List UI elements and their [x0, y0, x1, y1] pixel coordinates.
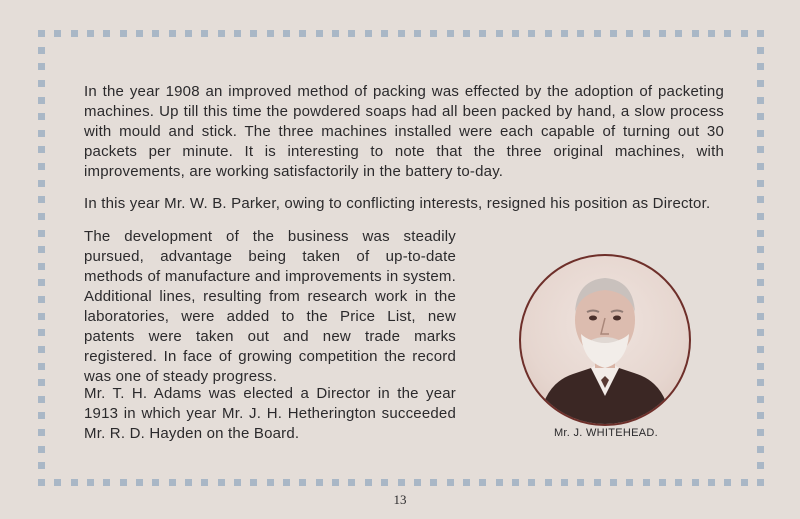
- border-square: [430, 479, 437, 486]
- paragraph-business-development: The development of the business was steadily pursued, advantage being taken of up-to-date methods of manufacture and improvements in system. Additional lines, resulting from research work in the laboratories, were added to the Price List, new patents were taken out and new trade marks registered. In face of growing competition the record was one of steady progress.: [84, 228, 456, 385]
- border-square: [38, 329, 45, 336]
- border-square: [38, 429, 45, 436]
- border-square: [103, 479, 110, 486]
- border-square: [152, 479, 159, 486]
- border-square: [38, 196, 45, 203]
- border-square: [234, 30, 241, 37]
- portrait-illustration: [521, 256, 689, 424]
- border-square: [512, 30, 519, 37]
- border-square: [185, 30, 192, 37]
- portrait-photo: [519, 254, 691, 426]
- border-square: [757, 379, 764, 386]
- border-square: [38, 163, 45, 170]
- border-square: [136, 30, 143, 37]
- border-square: [267, 479, 274, 486]
- border-square: [38, 97, 45, 104]
- border-square: [120, 479, 127, 486]
- page-number: 13: [393, 492, 407, 507]
- border-square: [757, 329, 764, 336]
- border-square: [283, 479, 290, 486]
- border-square: [610, 479, 617, 486]
- border-square: [757, 246, 764, 253]
- border-square: [659, 479, 666, 486]
- border-square: [316, 479, 323, 486]
- border-square: [365, 30, 372, 37]
- paragraph-parker-resigned: In this year Mr. W. B. Parker, owing to conflicting interests, resigned his position as Director.: [84, 195, 711, 212]
- border-square: [38, 346, 45, 353]
- border-square: [38, 279, 45, 286]
- border-square: [38, 313, 45, 320]
- border-square: [38, 246, 45, 253]
- border-square: [38, 479, 45, 486]
- border-square: [724, 30, 731, 37]
- border-square: [757, 63, 764, 70]
- border-square: [234, 479, 241, 486]
- border-square: [201, 479, 208, 486]
- border-square: [757, 163, 764, 170]
- border-square: [757, 80, 764, 87]
- border-square: [496, 479, 503, 486]
- border-square: [463, 30, 470, 37]
- border-square: [201, 30, 208, 37]
- border-square: [87, 30, 94, 37]
- border-square: [757, 97, 764, 104]
- border-square: [185, 479, 192, 486]
- border-square: [250, 479, 257, 486]
- border-square: [757, 396, 764, 403]
- border-square: [692, 479, 699, 486]
- border-square: [38, 130, 45, 137]
- border-square: [38, 80, 45, 87]
- border-square: [381, 479, 388, 486]
- border-square: [463, 479, 470, 486]
- border-square: [38, 296, 45, 303]
- border-square: [54, 30, 61, 37]
- border-square: [414, 30, 421, 37]
- border-square: [38, 30, 45, 37]
- border-square: [528, 479, 535, 486]
- border-square: [250, 30, 257, 37]
- border-square: [71, 479, 78, 486]
- border-square: [54, 479, 61, 486]
- border-square: [757, 47, 764, 54]
- border-square: [594, 479, 601, 486]
- border-square: [757, 446, 764, 453]
- border-square: [430, 30, 437, 37]
- border-square: [708, 30, 715, 37]
- border-square: [38, 146, 45, 153]
- border-square: [38, 213, 45, 220]
- paragraph-directors: Mr. T. H. Adams was elected a Director in the year 1913 in which year Mr. J. H. Hetherington succeeded Mr. R. D. Hayden on the Board.: [84, 385, 456, 442]
- paragraph-packeting-machines: In the year 1908 an improved method of packing was effected by the adoption of packeting machines. Up till this time the powdered soaps had all been packed by hand, a slow process with mould and stick. The three machines installed were each capable of turning out 30 packets per minute. It is interesting to note that the three original machines, with improvements, are working satisfactorily in the battery to-day.: [84, 83, 724, 180]
- border-square: [626, 30, 633, 37]
- border-square: [348, 479, 355, 486]
- border-square: [708, 479, 715, 486]
- border-square: [447, 30, 454, 37]
- border-square: [528, 30, 535, 37]
- border-square: [136, 479, 143, 486]
- border-square: [741, 30, 748, 37]
- portrait-caption: Mr. J. WHITEHEAD.: [553, 427, 659, 439]
- border-square: [447, 479, 454, 486]
- border-square: [38, 63, 45, 70]
- border-square: [545, 30, 552, 37]
- border-square: [757, 180, 764, 187]
- border-square: [757, 130, 764, 137]
- border-square: [152, 30, 159, 37]
- border-square: [659, 30, 666, 37]
- border-square: [757, 346, 764, 353]
- border-square: [169, 30, 176, 37]
- border-square: [299, 479, 306, 486]
- border-square: [332, 30, 339, 37]
- border-square: [610, 30, 617, 37]
- border-square: [724, 479, 731, 486]
- border-square: [757, 213, 764, 220]
- border-square: [577, 479, 584, 486]
- border-square: [626, 479, 633, 486]
- border-square: [38, 113, 45, 120]
- border-square: [71, 30, 78, 37]
- border-square: [757, 479, 764, 486]
- border-square: [120, 30, 127, 37]
- border-square: [38, 230, 45, 237]
- border-square: [757, 412, 764, 419]
- border-square: [545, 479, 552, 486]
- border-square: [643, 479, 650, 486]
- border-square: [332, 479, 339, 486]
- border-square: [757, 462, 764, 469]
- border-square: [675, 479, 682, 486]
- border-square: [218, 30, 225, 37]
- border-square: [757, 296, 764, 303]
- border-square: [675, 30, 682, 37]
- border-square: [479, 30, 486, 37]
- border-square: [267, 30, 274, 37]
- border-square: [414, 479, 421, 486]
- border-square: [38, 263, 45, 270]
- border-square: [741, 479, 748, 486]
- border-square: [577, 30, 584, 37]
- border-square: [299, 30, 306, 37]
- border-square: [757, 230, 764, 237]
- border-square: [316, 30, 323, 37]
- border-square: [757, 279, 764, 286]
- border-square: [757, 313, 764, 320]
- border-square: [561, 30, 568, 37]
- border-square: [38, 47, 45, 54]
- border-square: [381, 30, 388, 37]
- border-square: [398, 479, 405, 486]
- border-square: [757, 113, 764, 120]
- border-square: [283, 30, 290, 37]
- border-square: [398, 30, 405, 37]
- border-square: [38, 412, 45, 419]
- border-square: [757, 146, 764, 153]
- border-square: [38, 462, 45, 469]
- border-square: [561, 479, 568, 486]
- border-square: [757, 263, 764, 270]
- border-square: [643, 30, 650, 37]
- border-square: [87, 479, 94, 486]
- border-square: [169, 479, 176, 486]
- border-square: [365, 479, 372, 486]
- border-square: [757, 196, 764, 203]
- border-square: [38, 446, 45, 453]
- border-square: [512, 479, 519, 486]
- border-square: [757, 429, 764, 436]
- border-square: [218, 479, 225, 486]
- border-square: [757, 363, 764, 370]
- border-square: [692, 30, 699, 37]
- border-square: [38, 379, 45, 386]
- border-square: [103, 30, 110, 37]
- border-square: [38, 396, 45, 403]
- border-square: [757, 30, 764, 37]
- border-square: [38, 180, 45, 187]
- border-square: [496, 30, 503, 37]
- border-square: [38, 363, 45, 370]
- border-square: [348, 30, 355, 37]
- border-square: [479, 479, 486, 486]
- border-square: [594, 30, 601, 37]
